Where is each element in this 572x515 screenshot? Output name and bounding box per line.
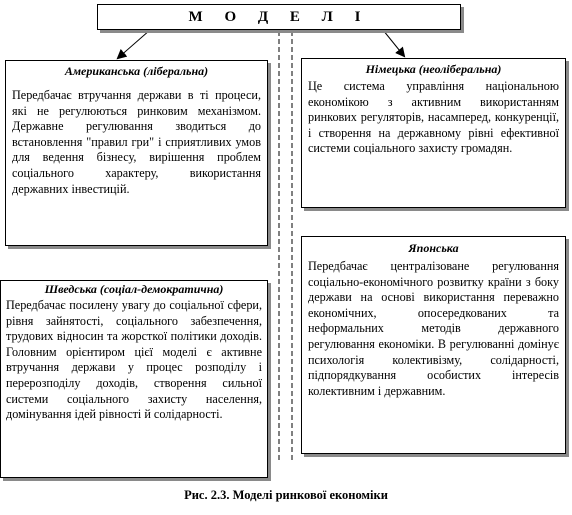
model-box-american (5, 60, 268, 246)
model-text-german: Це система управління національною економікою з активним використанням ринкових регуляторів, насамперед, конкуренції, і створення на державному рівні ефективної системи соціального захисту громадян. (308, 79, 559, 156)
model-box-japanese (301, 236, 566, 454)
arrow-to-german (383, 30, 404, 56)
models-title-box (97, 4, 461, 30)
model-box-swedish (0, 280, 268, 478)
model-box-german (301, 58, 566, 208)
model-title-american: Американська (ліберальна) (64, 64, 209, 78)
figure-caption: Рис. 2.3. Моделі ринкової економіки (184, 488, 388, 502)
arrow-to-american (118, 30, 150, 58)
models-title: М О Д Е Л І (188, 9, 370, 25)
model-text-swedish: Передбачає посилену увагу до соціальної сфери, рівня зайнятості, соціального забезпечення, трудових відносин та жорсткої політики доходів. Головним орієнтиром цієї моделі є активне втручання держави у процес розподілу і перерозподілу доходів, створення сильної системи соціального захисту населення, домінування ідей рівності й солідарності. (6, 298, 262, 422)
model-text-american: Передбачає втручання держави в ті процеси, які не регулюються ринковим механізмом. Державне регулювання зводиться до встановлення "правил гри" і сприятливих умов для ведення бізнесу, вирішення проблем соціального характеру, використання державних інвестицій. (12, 88, 261, 196)
model-title-japanese: Японська (408, 241, 459, 255)
model-title-swedish: Шведська (соціал-демократична) (44, 282, 224, 296)
model-text-japanese: Передбачає централізоване регулювання соціально-економічного розвитку країни з боку держави на основі використання переважно економічних, опосередкованих та неформальних методів державного регулювання економіки. В регулюванні домінує психологія колективізму, солідарності, підпорядкування особистих інтересів колективним і державним. (308, 259, 559, 398)
model-title-german: Німецька (неоліберальна) (365, 62, 502, 76)
